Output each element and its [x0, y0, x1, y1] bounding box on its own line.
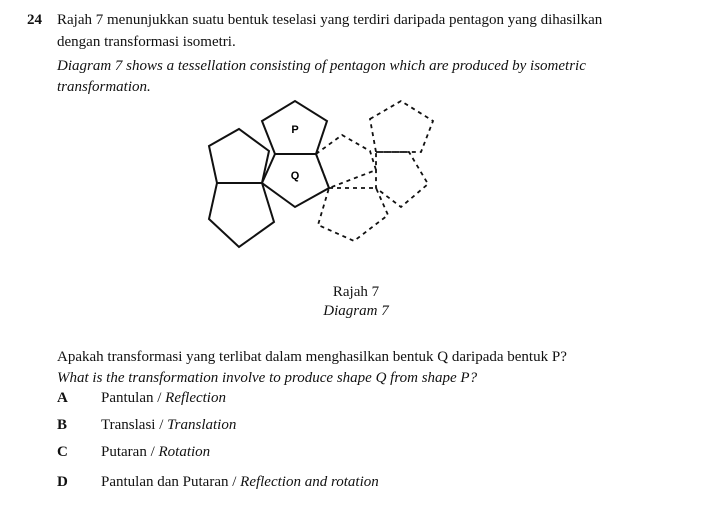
option-c-text[interactable] [101, 444, 210, 461]
question-text-en-1: Diagram 7 shows a tessellation consisting of pentagon which are produced by isometric [57, 58, 586, 74]
option-a-ms: Pantulan [101, 390, 154, 406]
option-d-ms: Pantulan dan Putaran [101, 474, 229, 490]
pentagon-dashed-2 [318, 188, 388, 241]
option-a-sep: / [153, 390, 166, 406]
option-d-en: Reflection and rotation [240, 474, 379, 490]
option-b-en: Translation [167, 417, 237, 433]
question-text-ms-2: dengan transformasi isometri. [57, 34, 236, 50]
diagram-caption-en: Diagram 7 [323, 303, 389, 319]
option-b-letter: B [57, 417, 68, 433]
option-d-sep: / [228, 474, 241, 490]
pentagon-dashed-4 [370, 101, 433, 152]
option-d-letter: D [57, 474, 68, 490]
pentagon-top-left [209, 129, 269, 183]
prompt-en: What is the transformation involve to produce shape Q from shape P? [57, 370, 478, 386]
question-text-ms-1: Rajah 7 menunjukkan suatu bentuk teselasi yang terdiri daripada pentagon yang dihasilkan [57, 12, 603, 28]
option-c-ms: Putaran [101, 444, 147, 460]
option-c-sep: / [146, 444, 159, 460]
option-b-ms: Translasi [101, 417, 156, 433]
option-b-sep: / [155, 417, 168, 433]
option-c-en: Rotation [158, 444, 211, 460]
question-text-en-2: transformation. [57, 79, 151, 95]
tessellation-diagram [195, 95, 455, 255]
option-a-letter: A [57, 390, 68, 406]
option-b-text[interactable] [101, 417, 236, 434]
label-p: P [291, 124, 299, 136]
option-c-letter: C [57, 444, 68, 460]
question-number: 24 [27, 12, 42, 28]
label-q: Q [290, 170, 300, 182]
option-a-text[interactable] [101, 390, 226, 407]
option-d-text[interactable] [101, 474, 379, 491]
pentagon-bottom-left [209, 183, 274, 247]
prompt-ms: Apakah transformasi yang terlibat dalam menghasilkan bentuk Q daripada bentuk P? [57, 349, 567, 365]
pentagon-dashed-3 [376, 152, 428, 207]
option-a-en: Reflection [165, 390, 226, 406]
diagram-caption-ms: Rajah 7 [332, 284, 380, 300]
